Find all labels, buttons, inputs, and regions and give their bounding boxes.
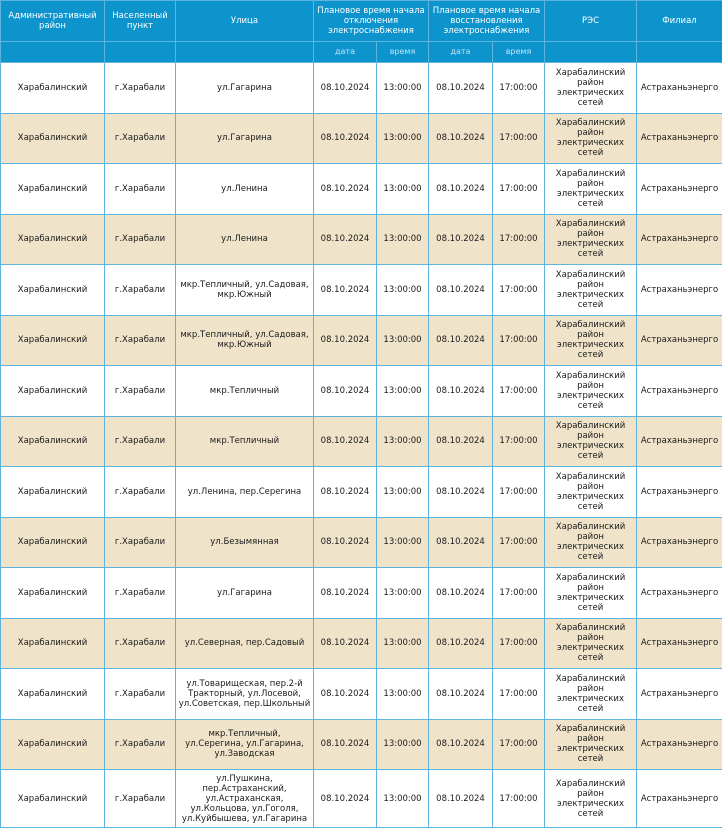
- cell-locality: г.Харабали: [105, 618, 176, 669]
- cell-off-time: 13:00:00: [377, 164, 429, 215]
- cell-on-date: 08.10.2024: [429, 467, 493, 518]
- cell-locality: г.Харабали: [105, 467, 176, 518]
- cell-off-date: 08.10.2024: [314, 517, 377, 568]
- cell-off-date: 08.10.2024: [314, 63, 377, 114]
- cell-off-time: 13:00:00: [377, 113, 429, 164]
- cell-street: ул.Безымянная: [176, 517, 314, 568]
- cell-off-time: 13:00:00: [377, 517, 429, 568]
- cell-district: Харабалинский: [1, 113, 105, 164]
- subheader-empty: [176, 42, 314, 63]
- cell-street: ул.Гагарина: [176, 568, 314, 619]
- cell-locality: г.Харабали: [105, 63, 176, 114]
- table-row: [1, 214, 722, 265]
- cell-res: Харабалинский район электрических сетей: [545, 719, 637, 770]
- cell-off-time: 13:00:00: [377, 315, 429, 366]
- header-locality: Населенный пункт: [105, 1, 176, 42]
- cell-off-time: 13:00:00: [377, 568, 429, 619]
- cell-district: Харабалинский: [1, 669, 105, 720]
- subheader-row: [1, 42, 722, 63]
- cell-district: Харабалинский: [1, 618, 105, 669]
- cell-off-date: 08.10.2024: [314, 568, 377, 619]
- subheader-on-time: время: [493, 42, 545, 63]
- cell-branch: Астраханьэнерго: [637, 416, 722, 467]
- cell-on-date: 08.10.2024: [429, 618, 493, 669]
- cell-branch: Астраханьэнерго: [637, 467, 722, 518]
- table-row: [1, 416, 722, 467]
- cell-locality: г.Харабали: [105, 265, 176, 316]
- cell-off-date: 08.10.2024: [314, 164, 377, 215]
- cell-on-time: 17:00:00: [493, 568, 545, 619]
- cell-off-date: 08.10.2024: [314, 315, 377, 366]
- cell-off-date: 08.10.2024: [314, 467, 377, 518]
- cell-branch: Астраханьэнерго: [637, 618, 722, 669]
- header-planned-off: Плановое время начала отключения электроснабжения: [314, 1, 429, 42]
- cell-branch: Астраханьэнерго: [637, 113, 722, 164]
- cell-branch: Астраханьэнерго: [637, 517, 722, 568]
- table-row: [1, 568, 722, 619]
- cell-branch: Астраханьэнерго: [637, 568, 722, 619]
- table-row: [1, 770, 722, 828]
- cell-district: Харабалинский: [1, 568, 105, 619]
- cell-locality: г.Харабали: [105, 366, 176, 417]
- cell-branch: Астраханьэнерго: [637, 63, 722, 114]
- cell-off-date: 08.10.2024: [314, 366, 377, 417]
- cell-on-date: 08.10.2024: [429, 214, 493, 265]
- subheader-empty: [637, 42, 722, 63]
- table-row: [1, 265, 722, 316]
- table-row: [1, 618, 722, 669]
- cell-branch: Астраханьэнерго: [637, 770, 722, 828]
- cell-street: ул.Гагарина: [176, 63, 314, 114]
- cell-on-date: 08.10.2024: [429, 63, 493, 114]
- cell-on-date: 08.10.2024: [429, 416, 493, 467]
- cell-locality: г.Харабали: [105, 770, 176, 828]
- cell-branch: Астраханьэнерго: [637, 719, 722, 770]
- cell-locality: г.Харабали: [105, 669, 176, 720]
- cell-on-date: 08.10.2024: [429, 366, 493, 417]
- cell-off-time: 13:00:00: [377, 265, 429, 316]
- cell-on-time: 17:00:00: [493, 315, 545, 366]
- table-row: [1, 113, 722, 164]
- header-planned-on: Плановое время начала восстановления электроснабжения: [429, 1, 545, 42]
- cell-on-time: 17:00:00: [493, 770, 545, 828]
- cell-district: Харабалинский: [1, 366, 105, 417]
- cell-off-date: 08.10.2024: [314, 113, 377, 164]
- cell-off-time: 13:00:00: [377, 214, 429, 265]
- cell-on-date: 08.10.2024: [429, 113, 493, 164]
- cell-on-time: 17:00:00: [493, 113, 545, 164]
- cell-on-date: 08.10.2024: [429, 517, 493, 568]
- header-street: Улица: [176, 1, 314, 42]
- table-row: [1, 669, 722, 720]
- cell-street: ул.Северная, пер.Садовый: [176, 618, 314, 669]
- cell-district: Харабалинский: [1, 467, 105, 518]
- cell-off-date: 08.10.2024: [314, 618, 377, 669]
- subheader-on-date: дата: [429, 42, 493, 63]
- cell-street: мкр.Тепличный: [176, 416, 314, 467]
- cell-street: мкр.Тепличный, ул.Садовая, мкр.Южный: [176, 315, 314, 366]
- cell-on-time: 17:00:00: [493, 719, 545, 770]
- cell-street: ул.Гагарина: [176, 113, 314, 164]
- cell-off-date: 08.10.2024: [314, 669, 377, 720]
- cell-on-date: 08.10.2024: [429, 770, 493, 828]
- cell-on-date: 08.10.2024: [429, 315, 493, 366]
- cell-off-date: 08.10.2024: [314, 265, 377, 316]
- cell-res: Харабалинский район электрических сетей: [545, 113, 637, 164]
- cell-on-date: 08.10.2024: [429, 265, 493, 316]
- subheader-off-time: время: [377, 42, 429, 63]
- cell-locality: г.Харабали: [105, 113, 176, 164]
- cell-branch: Астраханьэнерго: [637, 366, 722, 417]
- header-branch: Филиал: [637, 1, 722, 42]
- cell-street: мкр.Тепличный: [176, 366, 314, 417]
- cell-locality: г.Харабали: [105, 416, 176, 467]
- cell-on-date: 08.10.2024: [429, 568, 493, 619]
- table-row: [1, 719, 722, 770]
- cell-off-time: 13:00:00: [377, 669, 429, 720]
- cell-branch: Астраханьэнерго: [637, 315, 722, 366]
- cell-branch: Астраханьэнерго: [637, 669, 722, 720]
- cell-on-time: 17:00:00: [493, 517, 545, 568]
- cell-off-time: 13:00:00: [377, 719, 429, 770]
- cell-street: ул.Ленина: [176, 164, 314, 215]
- cell-branch: Астраханьэнерго: [637, 265, 722, 316]
- cell-res: Харабалинский район электрических сетей: [545, 265, 637, 316]
- cell-locality: г.Харабали: [105, 164, 176, 215]
- cell-off-date: 08.10.2024: [314, 719, 377, 770]
- cell-locality: г.Харабали: [105, 517, 176, 568]
- cell-off-date: 08.10.2024: [314, 214, 377, 265]
- cell-off-time: 13:00:00: [377, 63, 429, 114]
- subheader-empty: [1, 42, 105, 63]
- cell-locality: г.Харабали: [105, 214, 176, 265]
- cell-on-time: 17:00:00: [493, 265, 545, 316]
- cell-on-date: 08.10.2024: [429, 164, 493, 215]
- cell-res: Харабалинский район электрических сетей: [545, 467, 637, 518]
- cell-res: Харабалинский район электрических сетей: [545, 770, 637, 828]
- cell-street: ул.Пушкина, пер.Астраханский, ул.Астраханская, ул.Кольцова, ул.Гоголя, ул.Куйбышева, ул.Гагарина: [176, 770, 314, 828]
- table-row: [1, 63, 722, 114]
- cell-on-date: 08.10.2024: [429, 669, 493, 720]
- table-row: [1, 517, 722, 568]
- cell-on-time: 17:00:00: [493, 63, 545, 114]
- cell-on-date: 08.10.2024: [429, 719, 493, 770]
- cell-on-time: 17:00:00: [493, 164, 545, 215]
- subheader-off-date: дата: [314, 42, 377, 63]
- cell-on-time: 17:00:00: [493, 416, 545, 467]
- cell-district: Харабалинский: [1, 315, 105, 366]
- cell-street: ул.Товарищеская, пер.2-й Тракторный, ул.Лосевой, ул.Советская, пер.Школьный: [176, 669, 314, 720]
- cell-on-time: 17:00:00: [493, 467, 545, 518]
- cell-on-time: 17:00:00: [493, 618, 545, 669]
- table-row: [1, 467, 722, 518]
- cell-res: Харабалинский район электрических сетей: [545, 669, 637, 720]
- cell-district: Харабалинский: [1, 770, 105, 828]
- subheader-empty: [105, 42, 176, 63]
- cell-res: Харабалинский район электрических сетей: [545, 568, 637, 619]
- cell-street: мкр.Тепличный, ул.Серегина, ул.Гагарина, ул.Заводская: [176, 719, 314, 770]
- cell-on-time: 17:00:00: [493, 366, 545, 417]
- cell-locality: г.Харабали: [105, 315, 176, 366]
- cell-on-time: 17:00:00: [493, 214, 545, 265]
- cell-street: ул.Ленина, пер.Серегина: [176, 467, 314, 518]
- cell-on-time: 17:00:00: [493, 669, 545, 720]
- cell-locality: г.Харабали: [105, 568, 176, 619]
- cell-res: Харабалинский район электрических сетей: [545, 315, 637, 366]
- table-row: [1, 366, 722, 417]
- cell-branch: Астраханьэнерго: [637, 214, 722, 265]
- cell-street: мкр.Тепличный, ул.Садовая, мкр.Южный: [176, 265, 314, 316]
- cell-res: Харабалинский район электрических сетей: [545, 416, 637, 467]
- cell-res: Харабалинский район электрических сетей: [545, 63, 637, 114]
- cell-res: Харабалинский район электрических сетей: [545, 366, 637, 417]
- cell-off-time: 13:00:00: [377, 770, 429, 828]
- cell-district: Харабалинский: [1, 416, 105, 467]
- cell-locality: г.Харабали: [105, 719, 176, 770]
- subheader-empty: [545, 42, 637, 63]
- header-res: РЭС: [545, 1, 637, 42]
- cell-district: Харабалинский: [1, 719, 105, 770]
- header-district: Административный район: [1, 1, 105, 42]
- cell-off-date: 08.10.2024: [314, 416, 377, 467]
- cell-res: Харабалинский район электрических сетей: [545, 517, 637, 568]
- cell-res: Харабалинский район электрических сетей: [545, 618, 637, 669]
- cell-street: ул.Ленина: [176, 214, 314, 265]
- table-row: [1, 315, 722, 366]
- header-row: [1, 1, 722, 42]
- cell-district: Харабалинский: [1, 214, 105, 265]
- cell-res: Харабалинский район электрических сетей: [545, 164, 637, 215]
- cell-off-time: 13:00:00: [377, 416, 429, 467]
- cell-district: Харабалинский: [1, 265, 105, 316]
- table-row: [1, 164, 722, 215]
- cell-district: Харабалинский: [1, 164, 105, 215]
- cell-res: Харабалинский район электрических сетей: [545, 214, 637, 265]
- cell-district: Харабалинский: [1, 63, 105, 114]
- cell-off-time: 13:00:00: [377, 467, 429, 518]
- cell-branch: Астраханьэнерго: [637, 164, 722, 215]
- cell-off-time: 13:00:00: [377, 618, 429, 669]
- cell-off-time: 13:00:00: [377, 366, 429, 417]
- cell-district: Харабалинский: [1, 517, 105, 568]
- table-body: [1, 63, 722, 828]
- cell-off-date: 08.10.2024: [314, 770, 377, 828]
